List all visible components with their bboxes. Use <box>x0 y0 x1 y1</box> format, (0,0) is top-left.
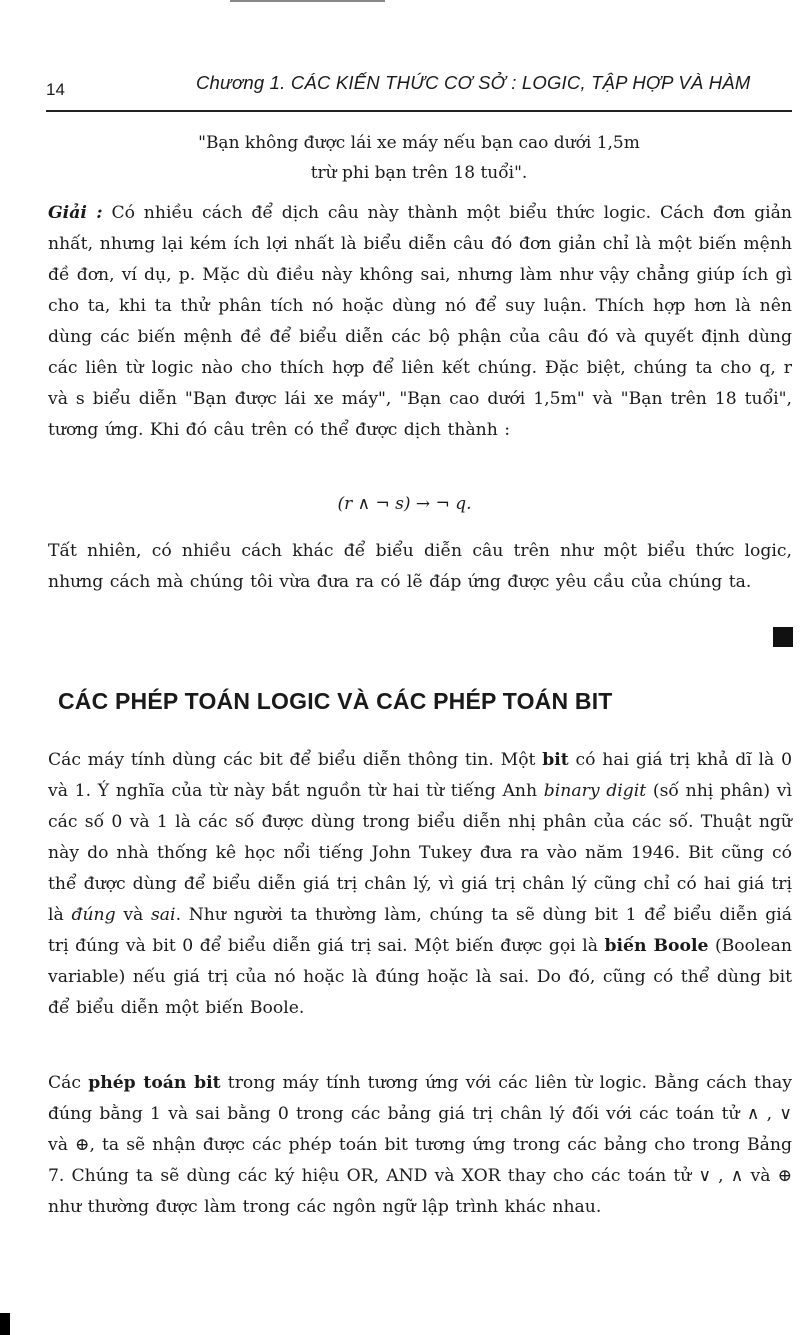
scan-corner-mark <box>0 1313 10 1335</box>
term-dung: đúng <box>71 905 116 925</box>
formula: (r ∧ ¬ s) → ¬ q. <box>337 494 472 514</box>
solution-label: Giải : <box>48 203 103 223</box>
solution-text: Có nhiều cách để dịch câu này thành một biểu thức logic. Cách đơn giản nhất, nhưng lại kém ích lợi nhất là biểu diễn câu đó đơn giản chỉ là một biến mệnh đề đơn, ví dụ, p. Mặc dù điều này không sai, nhưng làm như vậy chẳng giúp ích gì cho ta, khi ta thử phân tích nó hoặc dùng nó để suy luận. Thích hợp hơn là nên dùng các biến mệnh đề để biểu diễn các bộ phận của câu đó và quyết định dùng các liên từ logic nào cho thích hợp để liên kết chúng. Đặc biệt, chúng ta cho q, r và s biểu diễn "Bạn được lái xe máy", "Bạn cao dưới 1,5m" và "Bạn trên 18 tuổi", tương ứng. Khi đó câu trên có thể được dịch thành : <box>48 203 792 440</box>
term-sai: sai <box>150 905 176 925</box>
page-number: 14 <box>46 80 65 99</box>
term-bien-boole: biến Boole <box>604 936 709 956</box>
term-phep-toan-bit: phép toán bit <box>88 1073 221 1093</box>
end-of-proof-mark <box>773 627 793 647</box>
running-header: Chương 1. CÁC KIẾN THỨC CƠ SỞ : LOGIC, TẬP HỢP VÀ HÀM <box>196 72 751 93</box>
term-bit: bit <box>542 750 569 770</box>
section-heading: CÁC PHÉP TOÁN LOGIC VÀ CÁC PHÉP TOÁN BIT <box>58 688 613 714</box>
bit-operations-paragraph: Các phép toán bit trong máy tính tương ứng với các liên từ logic. Bằng cách thay đúng bằng 1 và sai bằng 0 trong các bảng giá trị chân lý đối với các toán tử ∧ , ∨ và ⊕, ta sẽ nhận được các phép toán bit tương ứng trong các bảng cho trong Bảng 7. Chúng ta sẽ dùng các ký hiệu OR, AND và XOR thay cho các toán tử ∨ , ∧ và ⊕ như thường được làm trong các ngôn ngữ lập trình khác nhau. <box>48 1073 792 1217</box>
conclusion-paragraph: Tất nhiên, có nhiều cách khác để biểu diễn câu trên như một biểu thức logic, nhưng cách mà chúng tôi vừa đưa ra có lẽ đáp ứng được yêu cầu của chúng ta. <box>48 541 792 592</box>
quote-line-1: "Bạn không được lái xe máy nếu bạn cao dưới 1,5m <box>198 133 640 153</box>
top-edge-line <box>230 0 385 2</box>
header-rule <box>46 110 792 112</box>
solution-paragraph <box>48 198 792 446</box>
term-binary-digit: binary digit <box>543 781 647 801</box>
quote-line-2: trừ phi bạn trên 18 tuổi". <box>310 163 528 183</box>
bits-paragraph: Các máy tính dùng các bit để biểu diễn thông tin. Một bit có hai giá trị khả dĩ là 0 và 1. Ý nghĩa của từ này bắt nguồn từ hai từ tiếng Anh binary digit (số nhị phân) vì các số 0 và 1 là các số được dùng trong biểu diễn nhị phân của các số. Thuật ngữ này do nhà thống kê học nổi tiếng John Tukey đưa ra vào năm 1946. Bit cũng có thể được dùng để biểu diễn giá trị chân lý, vì giá trị chân lý cũng chỉ có hai giá trị là đúng và sai. Như người ta thường làm, chúng ta sẽ dùng bit 1 để biểu diễn giá trị đúng và bit 0 để biểu diễn giá trị sai. Một biến được gọi là biến Boole (Boolean variable) nếu giá trị của nó hoặc là đúng hoặc là sai. Do đó, cũng có thể dùng bit để biểu diễn một biến Boole. <box>48 750 792 1018</box>
